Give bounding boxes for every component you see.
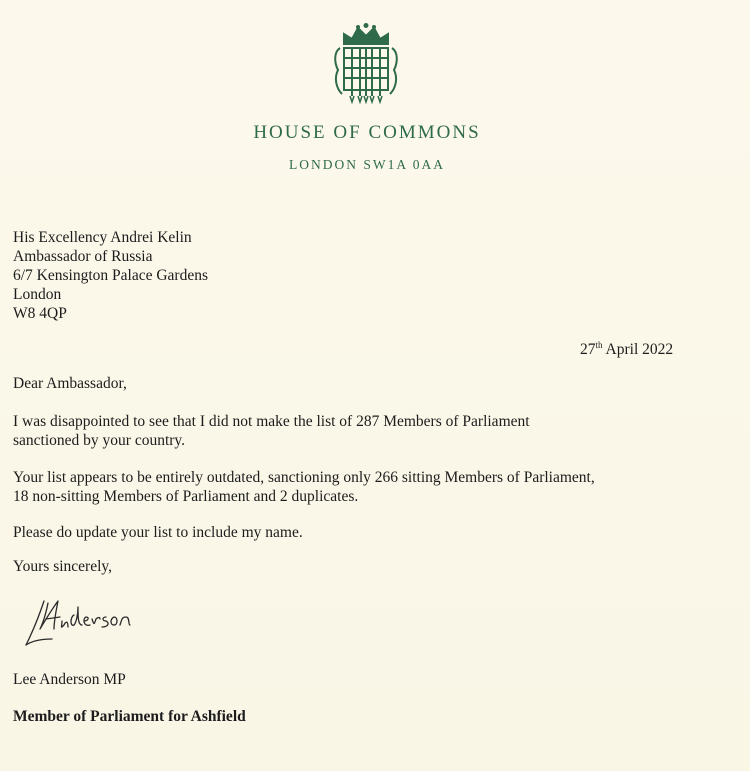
paragraph-2	[13, 468, 595, 506]
portcullis-crown-icon	[330, 22, 402, 108]
closing: Yours sincerely,	[13, 558, 113, 575]
letterhead-organization: HOUSE OF COMMONS	[253, 122, 481, 143]
paragraph-line: Your list appears to be entirely outdated, sanctioning only 266 sitting Members of Parliament,	[13, 469, 595, 486]
recipient-line: 6/7 Kensington Palace Gardens	[13, 267, 208, 284]
recipient-address-block	[13, 228, 208, 323]
letter-date	[580, 340, 673, 359]
paragraph-line: 18 non-sitting Members of Parliament and 2 duplicates.	[13, 488, 359, 505]
recipient-line: His Excellency Andrei Kelin	[13, 229, 192, 246]
signer-name: Lee Anderson MP	[13, 671, 126, 688]
date-day: 27	[580, 341, 596, 358]
salutation: Dear Ambassador,	[13, 375, 127, 392]
paragraph-3: Please do update your list to include my name.	[13, 524, 303, 541]
recipient-line: Ambassador of Russia	[13, 248, 153, 265]
letterhead-address: LONDON SW1A 0AA	[289, 157, 445, 172]
handwritten-signature	[22, 595, 152, 650]
date-month-year: April 2022	[602, 341, 674, 358]
date-suffix: th	[595, 340, 603, 350]
paragraph-line: I was disappointed to see that I did not make the list of 287 Members of Parliament	[13, 413, 530, 430]
recipient-line: W8 4QP	[13, 305, 67, 322]
signer-role: Member of Parliament for Ashfield	[13, 708, 246, 725]
paragraph-1	[13, 412, 530, 450]
paragraph-line: sanctioned by your country.	[13, 432, 186, 449]
recipient-line: London	[13, 286, 62, 303]
